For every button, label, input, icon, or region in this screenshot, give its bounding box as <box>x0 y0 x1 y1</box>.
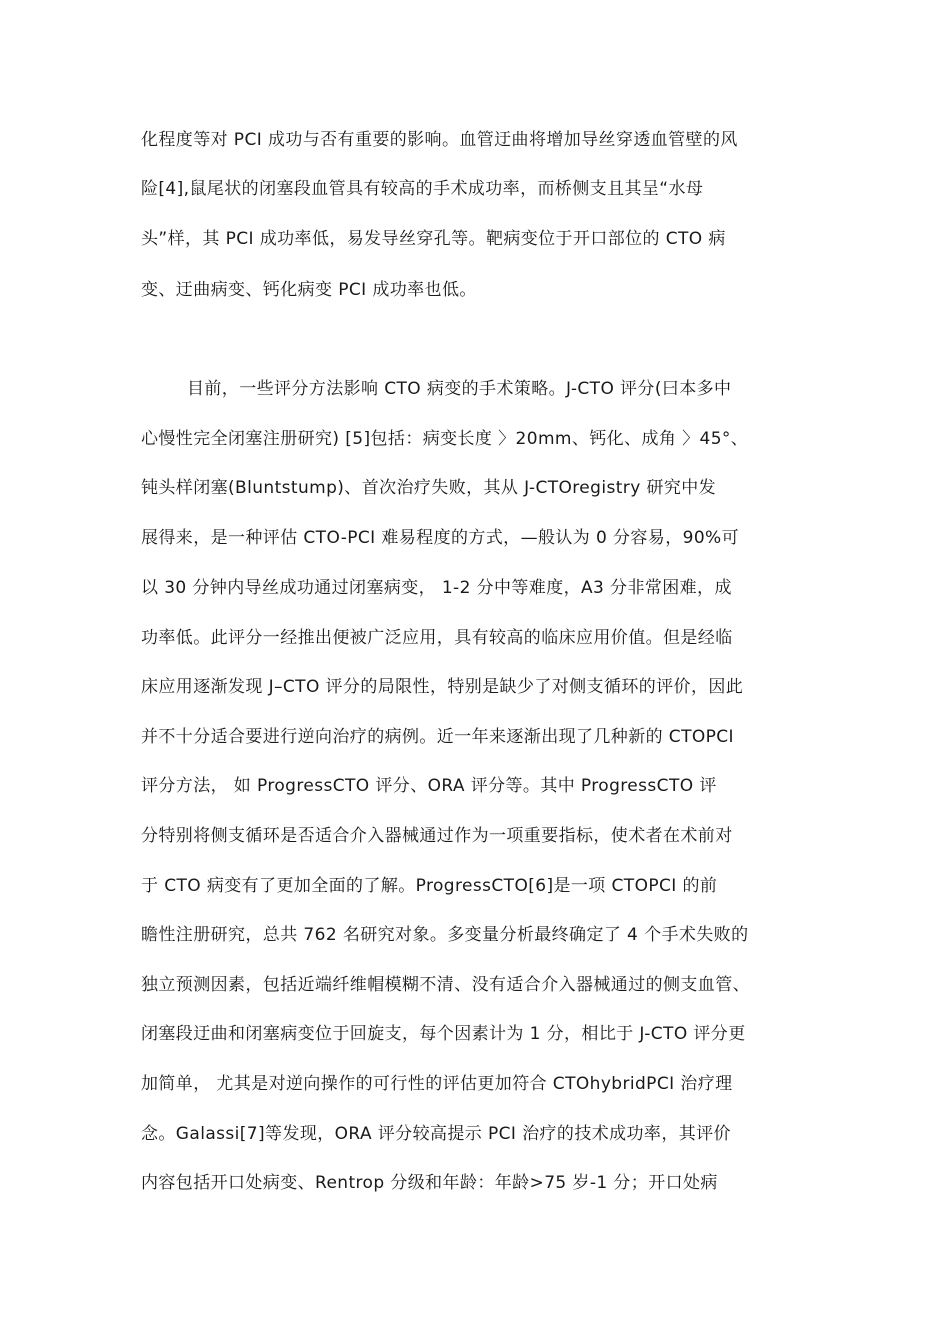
text-line: 变、迂曲病变、钙化病变 PCI 成功率也低。 <box>141 280 477 300</box>
text-line: 心慢性完全闭塞注册研究) [5]包括：病变长度 〉20mm、钙化、成角 〉45°、 <box>141 429 749 449</box>
text-line: 以 30 分钟内导丝成功通过闭塞病变， 1-2 分中等难度，A3 分非常困难，成 <box>141 578 732 598</box>
text-line: 头”样，其 PCI 成功率低，易发导丝穿孔等。靶病变位于开口部位的 CTO 病 <box>141 229 726 249</box>
text-line: 内容包括开口处病变、Rentrop 分级和年龄：年龄>75 岁-1 分；开口处病 <box>141 1173 718 1193</box>
text-line: 化程度等对 PCI 成功与否有重要的影响。血管迂曲将增加导丝穿透血管壁的风 <box>141 130 738 150</box>
text-line: 加简单， 尤其是对逆向操作的可行性的评估更加符合 CTOhybridPCI 治疗理 <box>141 1074 733 1094</box>
text-line: 独立预测因素，包括近端纤维帽模糊不清、没有适合介入器械通过的侧支血管、 <box>141 975 750 995</box>
text-line: 险[4],鼠尾状的闭塞段血管具有较高的手术成功率，而桥侧支且其呈“水母 <box>141 179 704 199</box>
text-line: 分特别将侧支循环是否适合介入器械通过作为一项重要指标，使术者在术前对 <box>141 826 733 846</box>
text-line: 闭塞段迂曲和闭塞病变位于回旋支，每个因素计为 1 分，相比于 J-CTO 评分更 <box>141 1024 746 1044</box>
text-line: 目前，一些评分方法影响 CTO 病变的手术策略。J-CTO 评分(曰本多中 <box>187 379 732 399</box>
text-line: 功率低。此评分一经推出便被广泛应用，具有较高的临床应用价值。但是经临 <box>141 628 733 648</box>
text-line: 于 CTO 病变有了更加全面的了解。ProgressCTO[6]是一项 CTOPCI 的前 <box>141 876 718 896</box>
text-line: 瞻性注册研究，总共 762 名研究对象。多变量分析最终确定了 4 个手术失败的 <box>141 925 749 945</box>
text-line: 展得来，是一种评估 CTO-PCI 难易程度的方式，—般认为 0 分容易，90%可 <box>141 528 739 548</box>
text-line: 钝头样闭塞(Bluntstump)、首次治疗失败，其从 J-CTOregistry 研究中发 <box>141 478 717 498</box>
text-line: 并不十分适合要进行逆向治疗的病例。近一年来逐渐出现了几种新的 CTOPCI <box>141 727 734 747</box>
text-line: 床应用逐渐发现 J–CTO 评分的局限性，特别是缺少了对侧支循环的评价，因此 <box>141 677 744 697</box>
text-line: 评分方法， 如 ProgressCTO 评分、ORA 评分等。其中 ProgressCTO 评 <box>141 776 717 796</box>
text-line: 念。Galassi[7]等发现，ORA 评分较高提示 PCI 治疗的技术成功率，其评价 <box>141 1124 731 1144</box>
